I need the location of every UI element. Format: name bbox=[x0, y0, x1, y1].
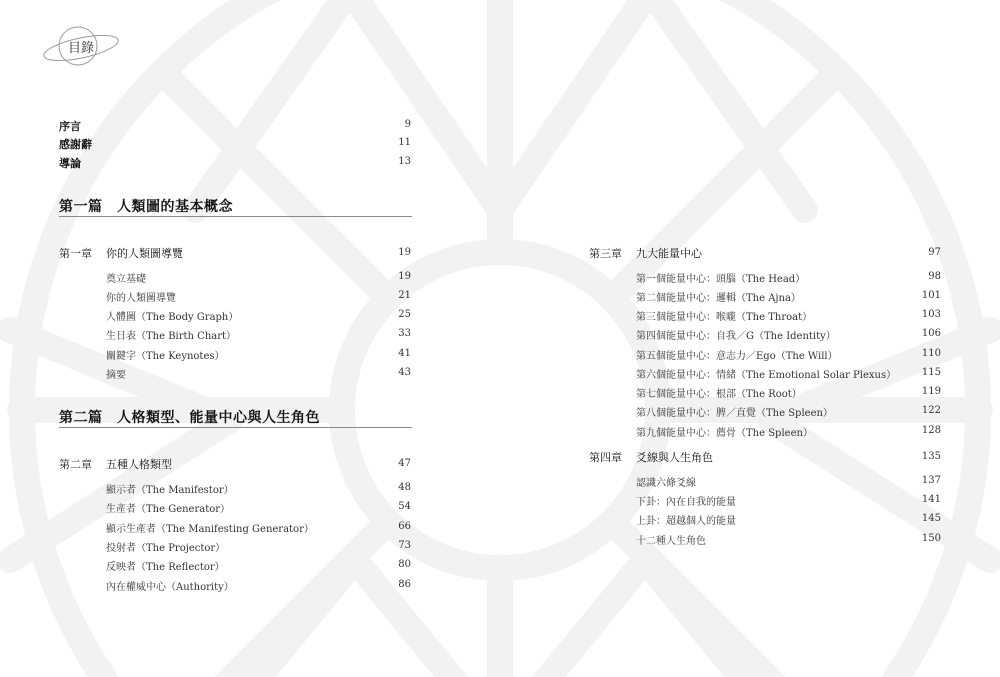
page-number: 41 bbox=[398, 348, 411, 359]
part-title[interactable]: 第一篇 人類圖的基本概念 bbox=[59, 199, 233, 215]
section-title[interactable]: 生產者（The Generator） bbox=[106, 504, 231, 515]
section-title[interactable]: 第四個能量中心：自我／G（The Identity） bbox=[636, 331, 836, 342]
page-number: 19 bbox=[398, 247, 411, 258]
page-number: 122 bbox=[921, 405, 941, 416]
page-number: 101 bbox=[921, 290, 941, 301]
page-number: 97 bbox=[928, 247, 941, 258]
section-title[interactable]: 第八個能量中心：脾／直覺（The Spleen） bbox=[636, 408, 833, 419]
section-title[interactable]: 第二個能量中心：邏輯（The Ajna） bbox=[636, 293, 801, 304]
page-number: 128 bbox=[921, 425, 941, 436]
chapter-title[interactable]: 爻線與人生角色 bbox=[636, 451, 713, 464]
page-number: 141 bbox=[921, 494, 941, 505]
page-number: 145 bbox=[921, 513, 941, 524]
page-number: 98 bbox=[928, 271, 941, 282]
toc-header-badge bbox=[40, 22, 122, 72]
front-matter-title[interactable]: 序言 bbox=[59, 120, 81, 133]
section-title[interactable]: 人體圖（The Body Graph） bbox=[106, 312, 239, 323]
page-number: 115 bbox=[921, 367, 941, 378]
section-title[interactable]: 奠立基礎 bbox=[106, 274, 146, 285]
section-title[interactable]: 第三個能量中心：喉嚨（The Throat） bbox=[636, 312, 813, 323]
chapter-title[interactable]: 你的人類圖導覽 bbox=[106, 247, 183, 260]
section-title[interactable]: 顯示生產者（The Manifesting Generator） bbox=[106, 524, 314, 535]
section-title[interactable]: 摘要 bbox=[106, 370, 126, 381]
section-title[interactable]: 第九個能量中心：薦骨（The Spleen） bbox=[636, 428, 813, 439]
page-number: 73 bbox=[398, 540, 411, 551]
section-title[interactable]: 第五個能量中心：意志力／Ego（The Will） bbox=[636, 351, 838, 362]
page-number: 103 bbox=[921, 309, 941, 320]
section-title[interactable]: 第一個能量中心：頭腦（The Head） bbox=[636, 274, 806, 285]
chapter-number: 第二章 bbox=[59, 458, 92, 471]
chapter-title[interactable]: 九大能量中心 bbox=[636, 247, 702, 260]
page-number: 9 bbox=[404, 119, 411, 130]
page-number: 54 bbox=[398, 501, 411, 512]
front-matter-title[interactable]: 感謝辭 bbox=[59, 138, 92, 151]
page-number: 43 bbox=[398, 367, 411, 378]
page-number: 25 bbox=[398, 309, 411, 320]
section-title[interactable]: 認識六條爻線 bbox=[636, 478, 696, 489]
page-number: 106 bbox=[921, 328, 941, 339]
page-number: 137 bbox=[921, 475, 941, 486]
section-title[interactable]: 生日表（The Birth Chart） bbox=[106, 331, 237, 342]
page-number: 110 bbox=[921, 348, 941, 359]
section-title[interactable]: 內在權威中心（Authority） bbox=[106, 582, 234, 593]
section-title[interactable]: 十二種人生角色 bbox=[636, 536, 706, 547]
page-number: 86 bbox=[398, 579, 411, 590]
section-title[interactable]: 反映者（The Reflector） bbox=[106, 562, 225, 573]
chapter-title[interactable]: 五種人格類型 bbox=[106, 458, 172, 471]
page-number: 119 bbox=[921, 386, 941, 397]
page-number: 13 bbox=[398, 156, 411, 167]
page-number: 19 bbox=[398, 271, 411, 282]
section-title[interactable]: 你的人類圖導覽 bbox=[106, 293, 176, 304]
page-number: 66 bbox=[398, 521, 411, 532]
chapter-number: 第一章 bbox=[59, 247, 92, 260]
section-title[interactable]: 第七個能量中心：根部（The Root） bbox=[636, 389, 802, 400]
page-number: 11 bbox=[398, 137, 411, 148]
chapter-number: 第三章 bbox=[589, 247, 622, 260]
page-number: 80 bbox=[398, 559, 411, 570]
page-number: 135 bbox=[921, 451, 941, 462]
part-title[interactable]: 第二篇 人格類型、能量中心與人生角色 bbox=[59, 410, 320, 426]
page-number: 33 bbox=[398, 328, 411, 339]
toc-title: 目錄 bbox=[67, 41, 94, 56]
section-title[interactable]: 下卦：內在自我的能量 bbox=[636, 497, 736, 508]
chapter-number: 第四章 bbox=[589, 451, 622, 464]
part-heading bbox=[59, 407, 412, 428]
page-number: 150 bbox=[921, 533, 941, 544]
section-title[interactable]: 上卦：超越個人的能量 bbox=[636, 516, 736, 527]
section-title[interactable]: 關鍵字（The Keynotes） bbox=[106, 351, 225, 362]
section-title[interactable]: 投射者（The Projector） bbox=[106, 543, 226, 554]
front-matter-title[interactable]: 導論 bbox=[59, 157, 81, 170]
page-number: 21 bbox=[398, 290, 411, 301]
page-number: 48 bbox=[398, 482, 411, 493]
section-title[interactable]: 第六個能量中心：情緒（The Emotional Solar Plexus） bbox=[636, 370, 897, 381]
section-title[interactable]: 顯示者（The Manifestor） bbox=[106, 485, 234, 496]
page-number: 47 bbox=[398, 458, 411, 469]
part-heading bbox=[59, 196, 412, 217]
